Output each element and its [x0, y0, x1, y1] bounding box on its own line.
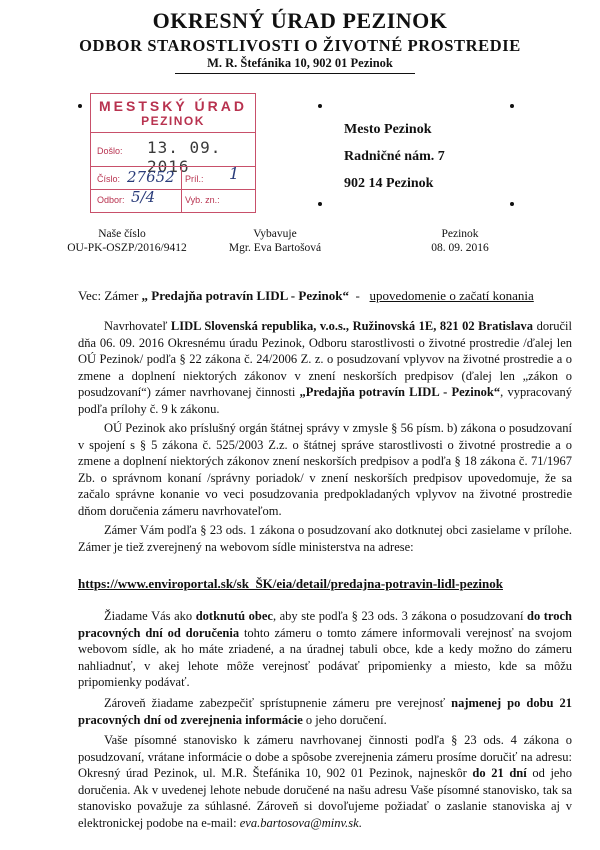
- header-underline: [175, 73, 415, 74]
- department-title: ODBOR STAROSTLIVOSTI O ŽIVOTNÉ PROSTREDIE: [79, 36, 521, 55]
- p5-text: o jeho doručení.: [302, 712, 387, 727]
- p1-text: , vypracovaný podľa prílohy č. 9 k zákonu.: [78, 385, 572, 416]
- p4-bold: dotknutú obec: [195, 609, 273, 623]
- place: Pezinok: [441, 228, 479, 240]
- enviroportal-link[interactable]: https://www.enviroportal.sk/sk_ŠK/eia/detail/predajna-potravin-lidl-pezinok: [78, 576, 503, 591]
- p4-text: Žiadame Vás ako: [104, 609, 196, 623]
- p1-text: doručil dňa 06. 09. 2016 Okresnému úradu Pezinok, Odboru starostlivosti o životné prostredie /ďalej len OÚ Pezinok/ podľa § 22 zákona č. 24/2006 Z. z. o posudzovaní vplyvov na životné prostredie a o zmene a doplnení niektorých zákonov v znení neskorších predpisov (ďalej len „zákon o posudzovaní“) zámer navrhovanej činnosti: [78, 319, 572, 399]
- corner-mark: [78, 104, 82, 108]
- stamp-attachments-label: Príl.:: [185, 174, 204, 184]
- subject-separator: -: [348, 288, 370, 303]
- letter-date: 08. 09. 2016: [431, 242, 489, 254]
- handler-label: Vybavuje: [253, 228, 297, 240]
- p6-bold: do 21 dní: [472, 766, 527, 780]
- p4-text: tohto zámeru o tomto zámere informovali verejnosť na svojom webovom sídle, ak ho máte zriadené, a na úradnej tabuli obce, kde a kedy možno do zámeru nahliadnuť, v akej lehote môže verejnosť podávať pripomienky a miesto, kde sa môžu pripomienky podávať.: [78, 625, 572, 689]
- stamp-department: 5/4: [131, 188, 156, 206]
- office-address: M. R. Štefánika 10, 902 01 Pezinok: [207, 56, 393, 70]
- p3-text: Zámer Vám podľa § 23 ods. 1 zákona o posudzovaní ako dotknutej obci zasielame v prílohe. Zámer je tiež zverejnený na webovom sídle ministerstva na adrese:: [78, 523, 572, 554]
- p6-text: .: [358, 815, 362, 830]
- paragraph-2: [78, 420, 572, 519]
- p5-bold: najmenej po dobu 21 pracovných dní od zverejnenia informácie: [78, 696, 573, 727]
- paragraph-4: [78, 608, 572, 691]
- stamp-number-label: Číslo:: [97, 174, 121, 184]
- corner-mark: [318, 202, 322, 206]
- stamp-divider: [91, 189, 255, 190]
- stamp-city: PEZINOK: [141, 114, 205, 128]
- paragraph-3: [78, 522, 572, 555]
- recipient-street: Radničné nám. 7: [344, 149, 445, 164]
- p4-bold: do troch pracovných dní od doručenia: [78, 609, 573, 640]
- stamp-office: MESTSKÝ ÚRAD: [98, 98, 247, 114]
- p6-text: od jeho doručenia. Ak v uvedenej lehote nebude doručené na našu adresu Vaše písomné stanovisko, tak sa stanovisko považuje za súhlasné. Zároveň si dovoľujeme požiadať o zaslanie stanoviska aj v elektronickej podobe na e-mail:: [78, 766, 572, 830]
- paragraph-5: [78, 695, 572, 728]
- corner-mark: [510, 202, 514, 206]
- corner-mark: [318, 104, 322, 108]
- p2-text: OÚ Pezinok ako príslušný orgán štátnej správy v zmysle § 56 písm. b) zákona o posudzovaní v spojení s § 5 zákona č. 525/2003 Z.z. o štátnej správe starostlivosti o životné prostredie a o zmene a doplnení niektorých zákonov znení neskorších predpisov a podľa § 18 zákona č. 71/1967 Zb. o správnom konaní /správny poriadok/ v znení neskorších predpisov upovedomuje, že sa začalo správne konanie vo veci posudzovania predpokladaných vplyvov na životné prostredie dňom doručenia zámeru navrhovateľom.: [78, 421, 572, 518]
- subject-note: upovedomenie o začatí konania: [369, 288, 534, 303]
- stamp-number: 27652: [127, 168, 175, 186]
- stamp-divider: [91, 132, 255, 133]
- subject-line: [78, 288, 534, 304]
- stamp-department-label: Odbor:: [97, 195, 125, 205]
- corner-mark: [510, 104, 514, 108]
- project-name: „Predajňa potravín LIDL - Pezinok“: [299, 385, 501, 399]
- stamp-date: 13. 09. 2016: [147, 138, 222, 176]
- paragraph-1: [78, 318, 572, 417]
- subject-name: „ Predajňa potravín LIDL - Pezinok“: [141, 288, 349, 303]
- p1-text: Navrhovateľ: [104, 319, 171, 333]
- applicant: LIDL Slovenská republika, v.o.s., Ružinovská 1E, 821 02 Bratislava: [170, 319, 534, 333]
- p5-text: Zároveň žiadame zabezpečiť sprístupnenie zámeru pre verejnosť: [104, 696, 452, 710]
- stamp-attachments: 1: [229, 164, 240, 183]
- recipient-name: Mesto Pezinok: [344, 122, 432, 137]
- stamp-date-label: Došlo:: [97, 146, 123, 156]
- subject-prefix: Vec: Zámer: [78, 288, 142, 303]
- contact-email[interactable]: eva.bartosova@minv.sk: [239, 815, 359, 830]
- office-title: OKRESNÝ ÚRAD PEZINOK: [152, 8, 448, 33]
- registry-stamp: [90, 93, 256, 213]
- handler-value: Mgr. Eva Bartošová: [228, 242, 322, 254]
- our-ref-value: OU-PK-OSZP/2016/9412: [67, 242, 187, 254]
- our-ref-label: Naše číslo: [98, 228, 146, 240]
- recipient-city: 902 14 Pezinok: [344, 176, 434, 191]
- stamp-reference-label: Vyb. zn.:: [185, 195, 220, 205]
- p6-text: Vaše písomné stanovisko k zámeru navrhovanej činnosti podľa § 23 ods. 4 zákona o posudzovaní, vrátane informácie o dobe a spôsobe zverejnenia zámeru prosíme doručiť na adresu: Okresný úrad Pezinok, ul. M.R. Štefánika 10, 902 01 Pezinok, najneskôr: [78, 733, 572, 780]
- p4-text: , aby ste podľa § 23 ods. 3 zákona o posudzovaní: [272, 609, 527, 623]
- paragraph-6: [78, 732, 572, 831]
